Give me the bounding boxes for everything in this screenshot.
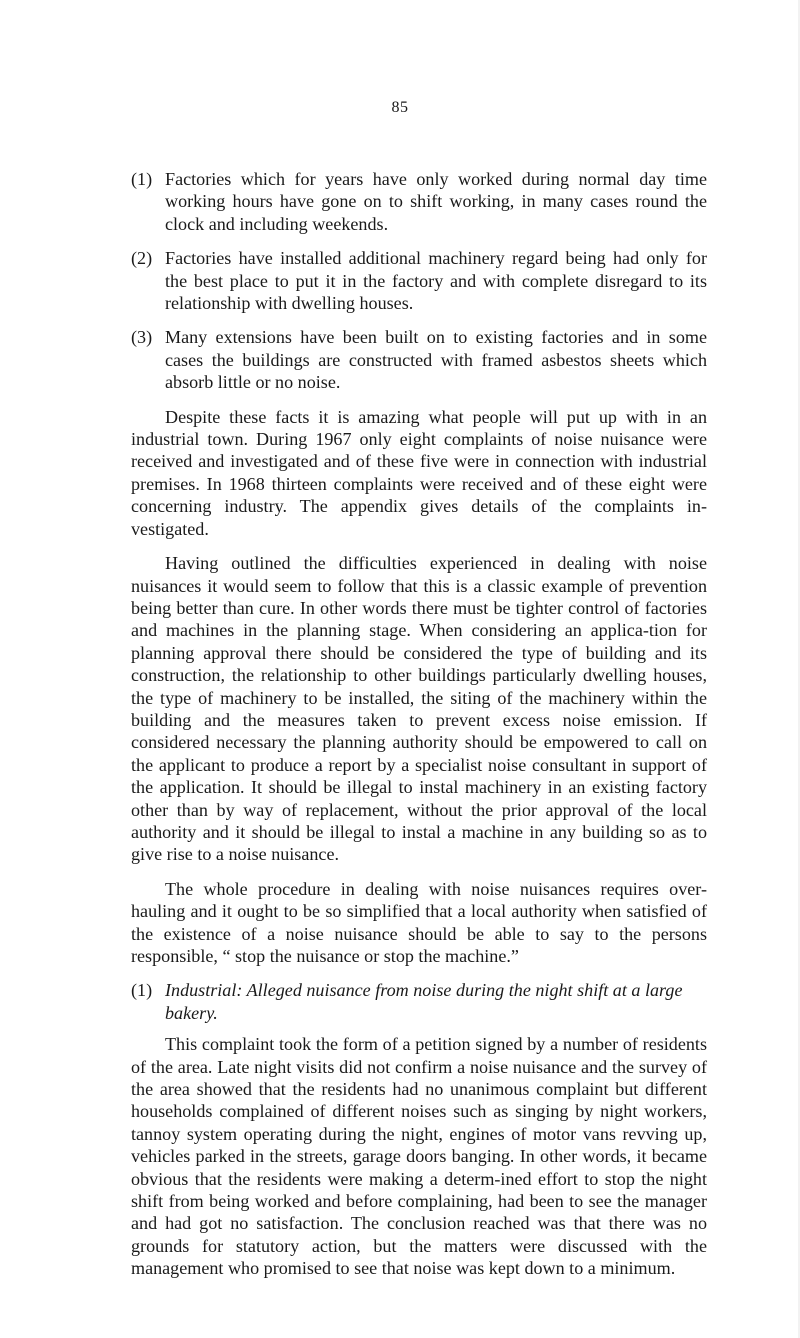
list-item-text: Many extensions have been built on to existing factories and in some cases the buildings are constructed with framed asbestos sheets which absorb little or no noise. xyxy=(165,327,707,393)
list-item-number: (2) xyxy=(131,248,153,269)
list-item-number: (1) xyxy=(131,169,153,189)
list-item-text: Factories have installed additional machinery regard being had only for the best place to put it in the factory and with complete disregard to its relationship with dwelling houses. xyxy=(165,248,707,314)
page-body xyxy=(131,168,707,1280)
page-number: 85 xyxy=(391,99,409,116)
list-item-text: Factories which for years have only worked during normal day time working hours have gone on to shift working, in many cases round the clock and including weekends. xyxy=(165,169,707,234)
list-item xyxy=(131,168,707,235)
case-heading xyxy=(131,979,707,1024)
paragraph-prevention: Having outlined the difficulties experienced in dealing with noise nuisances it would seem to follow that this is a classic example of prevention being better than cure. In other words there must be tighter control of factories and machines in the planning stage. When considering an applica-tion for planning approval there should be considered the type of building and its construction, the relationship to other buildings particularly dwelling houses, the type of machinery to be installed, the siting of the machinery within the building and the measures taken to prevent excess noise emission. If considered necessary the planning authority should be empowered to call on the applicant to produce a report by a specialist noise consultant in support of the application. It should be illegal to instal machinery in an existing factory other than by way of replacement, without the prior approval of the local authority and it should be illegal to instal a machine in any building so as to give rise to a noise nuisance. xyxy=(131,553,707,865)
list-item-number: (3) xyxy=(131,327,153,348)
case-title: Industrial: Alleged nuisance from noise during the night shift at a large bakery. xyxy=(165,980,683,1023)
case-number: (1) xyxy=(131,980,153,1001)
case-body: This complaint took the form of a petition signed by a number of residents of the area. Late night visits did not confirm a noise nuisance and the survey of the area showed that the residents had no unanimous complaint but different households complained of different noises such as singing by night workers, tannoy system operating during the night, engines of motor vans revving up, vehicles parked in the streets, garage doors banging. In other words, it became obvious that the residents were making a determ-ined effort to stop the night shift from being worked and before complaining, had been to see the manager and had got no satisfaction. The conclusion reached was that there was no grounds for statutory action, but the matters were discussed with the management who promised to see that noise was kept down to a minimum. xyxy=(131,1034,707,1279)
list-item xyxy=(131,247,707,314)
paragraph-complaints-summary: Despite these facts it is amazing what people will put up with in an industrial town. During 1967 only eight complaints of noise nuisance were received and investigated and of these five were in connection with industrial premises. In 1968 thirteen complaints were received and of these eight were concerning industry. The appendix gives details of the complaints in-vestigated. xyxy=(131,406,707,539)
list-item xyxy=(131,326,707,393)
paragraph-procedure: The whole procedure in dealing with noise nuisances requires over-hauling and it ought to be so simplified that a local authority when satisfied of the existence of a noise nuisance should be able to say to the persons responsible, “ stop the nuisance or stop the machine.” xyxy=(131,878,707,966)
